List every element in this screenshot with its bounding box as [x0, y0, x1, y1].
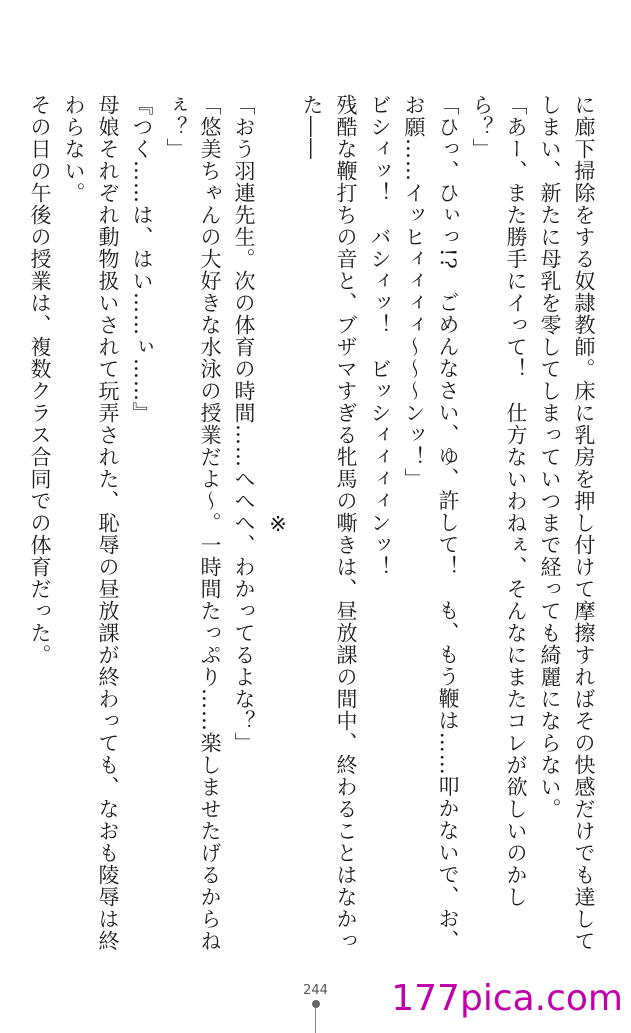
- folio-dot: [312, 1000, 320, 1008]
- paragraph: ビシィッ！ バシィッ！ ビッシィィィィンッ！: [368, 94, 392, 578]
- paragraph: その日の午後の授業は、複数クラス合同での体育だった。: [28, 94, 52, 666]
- watermark-text: 177pica.com: [391, 978, 623, 1019]
- dialogue-line: 「ひっ、ひぃっ!? ごめんなさい、ゆ、許して！ も、もう鞭は……叩かないで、お、お願……イッヒィィィィ～～～ンッ！」: [402, 94, 460, 952]
- scene-break-mark: ※: [266, 511, 290, 537]
- page-number: 244: [303, 983, 328, 998]
- folio-line: [315, 1008, 316, 1033]
- dialogue-line: 「あー、また勝手にイって！ 仕方ないわねぇ、そんなにまたコレが欲しいのかしら？」: [470, 94, 528, 908]
- dialogue-line: 『つく……は、はい……ぃ……』: [130, 94, 154, 424]
- paragraph: に廊下掃除をする奴隷教師。床に乳房を押し付けて摩擦すればその快感だけでも達してしまい、新たに母乳を零してしまっていつまで経っても綺麗にならない。: [538, 94, 596, 952]
- paragraph: 残酷な鞭打ちの音と、ブザマすぎる牝馬の嘶きは、昼放課の間中、終わることはなかった――: [300, 94, 358, 952]
- dialogue-line: 「悠美ちゃんの大好きな水泳の授業だよ～。一時間たっぷり……楽しませたげるからねぇ？」: [164, 94, 222, 952]
- paragraph: 母娘それぞれ動物扱いされて玩弄された、恥辱の昼放課が終わっても、なおも陵辱は終わらない。: [62, 94, 120, 952]
- vertical-text-body: [23, 94, 601, 954]
- dialogue-line: 「おう羽連先生。次の体育の時間……へへへ、わかってるよな？」: [232, 94, 256, 754]
